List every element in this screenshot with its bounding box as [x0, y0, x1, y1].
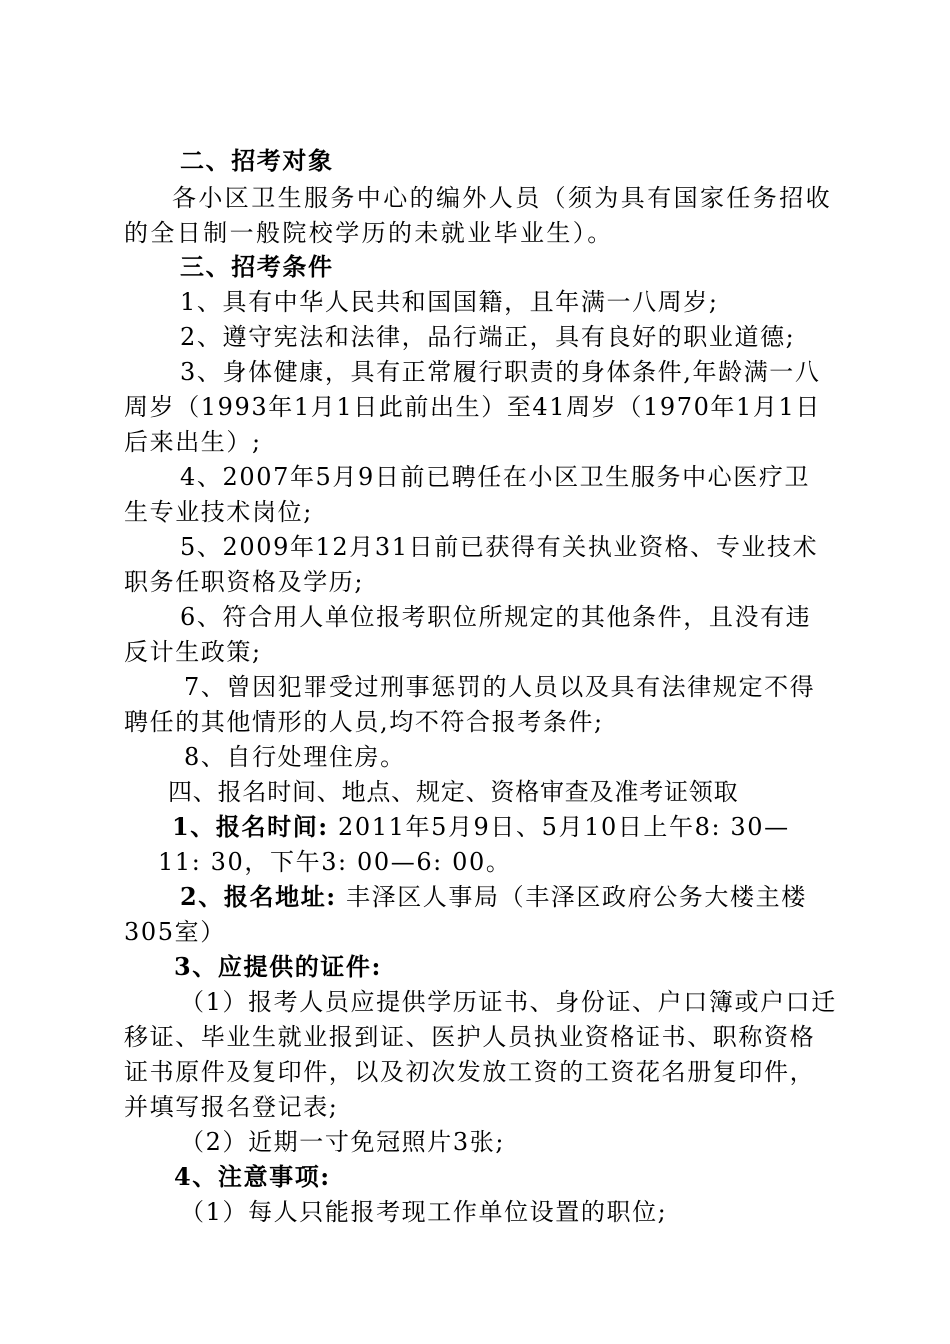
registration-place-label: 2、报名地址:: [180, 882, 337, 911]
condition-item-8: 8、自行处理住房。: [184, 743, 406, 771]
paragraph-line: 各小区卫生服务中心的编外人员（须为具有国家任务招收: [172, 184, 832, 212]
registration-place-value: 丰泽区人事局（丰泽区政府公务大楼主楼: [336, 883, 807, 911]
documents-item-1-cont: 并填写报名登记表;: [124, 1093, 339, 1121]
condition-item-5-cont: 职务任职资格及学历;: [124, 568, 365, 596]
documents-item-1: （1）报考人员应提供学历证书、身份证、户口簿或户口迁: [180, 988, 837, 1016]
documents-item-2: （2）近期一寸免冠照片3张;: [180, 1128, 506, 1156]
heading-section-3: 三、招考条件: [180, 252, 334, 281]
condition-item-7: 7、曾因犯罪受过刑事惩罚的人员以及具有法律规定不得: [184, 673, 816, 701]
notes-heading: 4、注意事项:: [174, 1162, 331, 1191]
documents-item-1-cont: 移证、毕业生就业报到证、医护人员执业资格证书、职称资格: [124, 1023, 816, 1051]
registration-place-cont: 305室）: [124, 918, 226, 946]
registration-time-label: 1、报名时间:: [172, 812, 329, 841]
paragraph-line: 的全日制一般院校学历的未就业毕业生）。: [124, 219, 614, 247]
documents-item-1-cont: 证书原件及复印件，以及初次发放工资的工资花名册复印件，: [124, 1058, 816, 1086]
condition-item-5: 5、2009年12月31日前已获得有关执业资格、专业技术: [180, 533, 819, 561]
condition-item-3-cont: 后来出生）;: [124, 428, 262, 456]
registration-time: [172, 812, 790, 842]
documents-heading: 3、应提供的证件:: [174, 952, 382, 981]
condition-item-2: 2、遵守宪法和法律，品行端正，具有良好的职业道德;: [180, 323, 796, 351]
condition-item-6: 6、符合用人单位报考职位所规定的其他条件，且没有违: [180, 603, 812, 631]
condition-item-4-cont: 生专业技术岗位;: [124, 498, 313, 526]
registration-place: [180, 882, 807, 912]
registration-time-value: 2011年5月9日、5月10日上午8: 30—: [328, 813, 790, 841]
condition-item-3: 3、身体健康，具有正常履行职责的身体条件,年龄满一八: [180, 358, 821, 386]
condition-item-3-cont: 周岁（1993年1月1日此前出生）至41周岁（1970年1月1日: [124, 393, 821, 421]
condition-item-1: 1、具有中华人民共和国国籍，且年满一八周岁;: [180, 288, 719, 316]
condition-item-6-cont: 反计生政策;: [124, 638, 262, 666]
registration-time-cont: 11: 30，下午3: 00—6: 00。: [158, 848, 512, 876]
condition-item-4: 4、2007年5月9日前已聘任在小区卫生服务中心医疗卫: [180, 463, 811, 491]
notes-item-1: （1）每人只能报考现工作单位设置的职位;: [180, 1198, 668, 1226]
heading-section-2: 二、招考对象: [180, 146, 334, 175]
heading-section-4: 四、报名时间、地点、规定、资格审查及准考证领取: [168, 778, 739, 806]
condition-item-7-cont: 聘任的其他情形的人员,均不符合报考条件;: [124, 708, 604, 736]
